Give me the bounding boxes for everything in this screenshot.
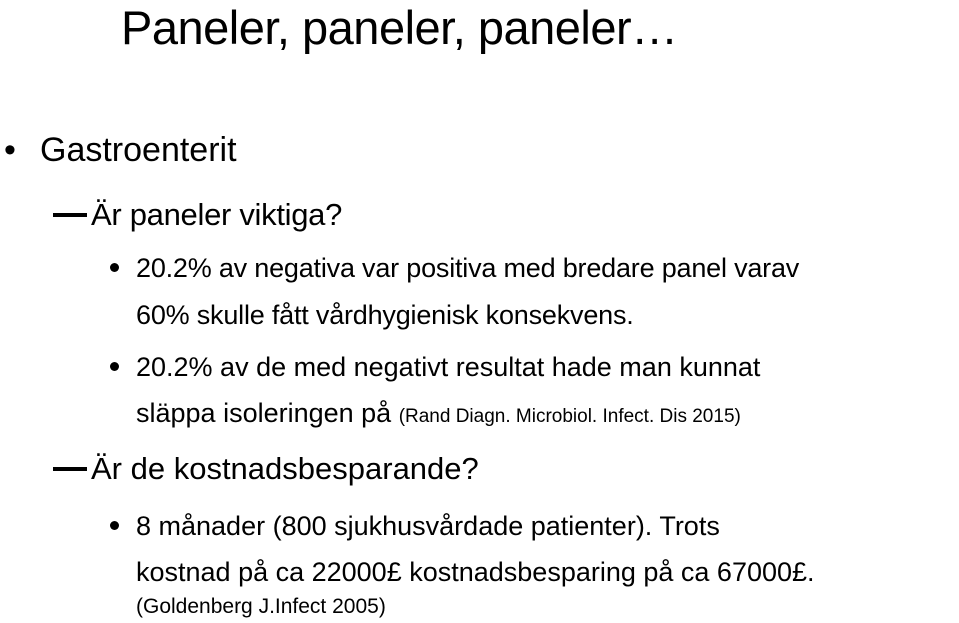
sub-bullet-1-line-1 (136, 250, 799, 286)
bullet-gastroenterit (0, 128, 237, 172)
sub-bullet-1-line-2: 60% skulle fått vårdhygienisk konsekvens. (136, 300, 634, 330)
slide-title: Paneler, paneler, paneler… (121, 1, 678, 54)
sub-bullet-3-line-2: kostnad på ca 22000£ kostnadsbesparing på ca 67000£. (136, 557, 815, 587)
dash-icon (53, 213, 87, 217)
sub-bullet-3-line-1 (136, 508, 720, 544)
dash-text: Är paneler viktiga? (91, 197, 343, 232)
sub-bullet-text: 20.2% av negativa var positiva med bredare panel varav (136, 253, 800, 283)
dash-item-panels-important (53, 194, 342, 236)
sub-bullet-text: släppa isoleringen på (136, 398, 399, 428)
dash-item-cost-saving (53, 448, 479, 490)
bullet-dot-icon (110, 521, 119, 530)
reference-text: (Rand Diagn. Microbiol. Infect. Dis 2015) (398, 406, 741, 427)
sub-bullet-text: 8 månader (800 sjukhusvårdade patienter). Trots (136, 511, 720, 541)
bullet-dot-icon (110, 362, 119, 371)
bullet-icon: • (4, 131, 16, 169)
dash-text: Är de kostnadsbesparande? (91, 451, 479, 486)
bullet-text: Gastroenterit (40, 131, 237, 169)
bullet-dot-icon (110, 263, 119, 272)
sub-bullet-text: 20.2% av de med negativt resultat hade man kunnat (136, 352, 761, 382)
reference-text: (Goldenberg J.Infect 2005) (136, 595, 386, 618)
sub-bullet-2-line-1 (136, 349, 760, 385)
sub-bullet-2-line-2 (136, 395, 741, 435)
dash-icon (53, 467, 87, 471)
